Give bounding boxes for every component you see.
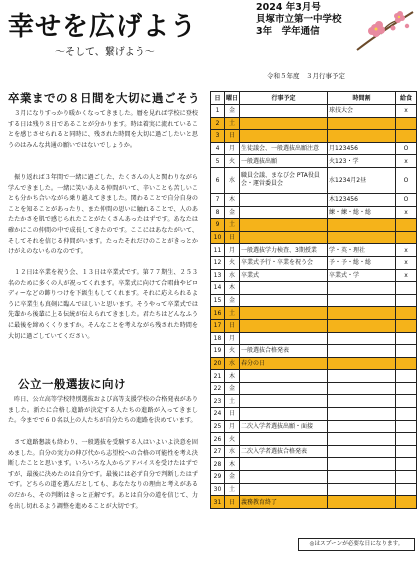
table-row [211,167,417,193]
day-cell: 12 [211,256,225,269]
table-row [211,206,417,219]
table-row [211,117,417,130]
day-cell: 10 [211,231,225,244]
timetable-cell [328,231,396,244]
plum-blossom-illustration [355,6,415,52]
lunch-cell [396,282,417,295]
day-cell: 22 [211,382,225,395]
event-cell [240,219,328,232]
newsletter-title: 幸せを広げよう [8,12,198,42]
section2-title: 公立一般選抜に向け [18,377,126,391]
event-cell [240,319,328,332]
timetable-cell [328,458,396,471]
day-cell: 13 [211,269,225,282]
table-row [211,105,417,118]
lunch-cell [396,219,417,232]
weekday-cell: 土 [225,307,240,320]
day-cell: 15 [211,294,225,307]
lunch-cell [396,357,417,370]
table-row [211,155,417,168]
weekday-cell: 木 [225,458,240,471]
day-cell: 27 [211,445,225,458]
lunch-cell [396,471,417,484]
table-row [211,433,417,446]
schedule-caption: 令和５年度 ３月行事予定 [267,72,345,80]
weekday-cell: 土 [225,219,240,232]
school-name: 貝塚市立第一中学校 [256,14,342,25]
event-cell [240,282,328,295]
header-day: 日 [211,92,225,105]
table-row [211,395,417,408]
day-cell: 21 [211,370,225,383]
grade-label: 3年 学年通信 [256,26,320,37]
weekday-cell: 日 [225,496,240,509]
lunch-cell: x [396,105,417,118]
event-cell [240,433,328,446]
event-cell [240,307,328,320]
weekday-cell: 土 [225,483,240,496]
spoon-note: ◎はスプーンが必要な日になります。 [298,538,415,551]
timetable-cell: 球技大会 [328,105,396,118]
timetable-cell [328,332,396,345]
lunch-cell [396,445,417,458]
table-row [211,319,417,332]
weekday-cell: 月 [225,332,240,345]
lunch-cell [396,483,417,496]
event-cell [240,332,328,345]
event-cell [240,117,328,130]
march-schedule-table [210,91,417,509]
table-row [211,345,417,358]
day-cell: 30 [211,483,225,496]
day-cell: 18 [211,332,225,345]
timetable-cell [328,130,396,143]
newsletter-subtitle: ～そして、繋げよう～ [55,47,155,58]
weekday-cell: 水 [225,167,240,193]
day-cell: 1 [211,105,225,118]
section1-paragraph-2: 振り返れば３年間で一緒に過ごした、たくさんの人と関わりながら学んできました。一緒に笑いあえる仲間がいて、辛いことも苦しいことも分かち合いながら乗り越えてきました。関わることで自分自身のことを知ることがあったり、また仲間の思いに触れることで、人のあたたかさを肌で感じられたことがたくさんあったはずです。あなたは確かにこの仲間の中で成長してきたのです。ここにはあなたがいて、そしてそれを信じる仲間がいます。たったそれだけのことがきっとかけがえのないものなのです。 [8,174,198,256]
lunch-cell: O [396,193,417,206]
day-cell: 8 [211,206,225,219]
lunch-cell: x [396,206,417,219]
lunch-cell [396,294,417,307]
timetable-cell: 水1234月2昼 [328,167,396,193]
table-row [211,332,417,345]
timetable-cell [328,282,396,295]
timetable-cell [328,445,396,458]
timetable-cell [328,395,396,408]
table-row [211,130,417,143]
event-cell: 職員会議、まなび会 PTA役員会・運営委員会 [240,167,328,193]
timetable-cell [328,408,396,421]
table-row [211,269,417,282]
day-cell: 5 [211,155,225,168]
lunch-cell [396,395,417,408]
table-row [211,458,417,471]
day-cell: 25 [211,420,225,433]
lunch-cell [396,345,417,358]
event-cell [240,370,328,383]
table-row [211,445,417,458]
weekday-cell: 金 [225,206,240,219]
weekday-cell: 月 [225,420,240,433]
table-row [211,282,417,295]
timetable-cell: 卒業式・学 [328,269,396,282]
section1-paragraph-3: １２日は卒業を祝う会、１３日は卒業式です。第７７期生、２５３名のために多くの人が祝ってくれます。卒業式に向けて合唱曲やピロディーなどの飾りつけを下級生もしてくれます。それに応えられるように卒業生も真剣に臨んでほしいと思います。そうやって卒業式では先輩から後輩に上る伝統が伝えられてきました。君たちはどんなふうに最後を締めくくりますか。そんなことを考えながら残された時間を大切に過ごしていてください。 [8,269,198,340]
table-row [211,382,417,395]
table-row [211,357,417,370]
weekday-cell: 月 [225,142,240,155]
day-cell: 26 [211,433,225,446]
section1-title: 卒業までの８日間を大切に過ごそう [8,91,200,105]
day-cell: 24 [211,408,225,421]
lunch-cell [396,117,417,130]
event-cell: 春分の日 [240,357,328,370]
weekday-cell: 水 [225,269,240,282]
header-timetable: 時間割 [328,92,396,105]
weekday-cell: 金 [225,294,240,307]
event-cell [240,408,328,421]
event-cell: 一般選抜出願 [240,155,328,168]
event-cell [240,458,328,471]
day-cell: 17 [211,319,225,332]
day-cell: 3 [211,130,225,143]
table-row [211,142,417,155]
timetable-cell [328,370,396,383]
lunch-cell: x [396,256,417,269]
lunch-cell [396,231,417,244]
weekday-cell: 金 [225,471,240,484]
lunch-cell [396,458,417,471]
day-cell: 20 [211,357,225,370]
day-cell: 31 [211,496,225,509]
timetable-cell: 予・予・総・総 [328,256,396,269]
section2-paragraph-2: さて進路懇談も終わり、一般選抜を受験する人はいよいよ決意を固めました。自分の実力の伸び代から志望校への合格の可能性を考え決断したことと思います。いろいろな人からアドバイスを受けたはずですが、最後に決めたのは自分です。最後には必ず自分で判断したはずです。どちらの道を選んだとしても、あなたなりの理由と考えがあるのだから、その判断はきっと正解です。あとは自分の道を信じて、力を出し切れるよう調整を進めることが大切です。 [8,439,198,510]
timetable-cell [328,420,396,433]
event-cell: 二次入学者選抜合格発表 [240,445,328,458]
timetable-cell [328,382,396,395]
table-row [211,294,417,307]
issue-info [256,2,342,38]
timetable-cell [328,471,396,484]
day-cell: 7 [211,193,225,206]
issue-date: 2024 年3月号 [256,2,321,13]
lunch-cell [396,370,417,383]
timetable-cell: 木123456 [328,193,396,206]
weekday-cell: 木 [225,282,240,295]
day-cell: 4 [211,142,225,155]
table-row [211,420,417,433]
event-cell: 一般選抜合格発表 [240,345,328,358]
timetable-cell [328,294,396,307]
weekday-cell: 火 [225,155,240,168]
timetable-cell [328,496,396,509]
weekday-cell: 火 [225,345,240,358]
day-cell: 9 [211,219,225,232]
timetable-cell [328,345,396,358]
weekday-cell: 水 [225,445,240,458]
lunch-cell [396,408,417,421]
day-cell: 6 [211,167,225,193]
table-row [211,244,417,257]
weekday-cell: 金 [225,382,240,395]
table-header-row [211,92,417,105]
table-row [211,370,417,383]
timetable-cell [328,357,396,370]
event-cell: 義務教育終了 [240,496,328,509]
day-cell: 2 [211,117,225,130]
lunch-cell: x [396,269,417,282]
weekday-cell: 日 [225,130,240,143]
timetable-cell [328,483,396,496]
lunch-cell [396,319,417,332]
weekday-cell: 火 [225,256,240,269]
event-cell: 卒業式予行・卒業を祝う会 [240,256,328,269]
timetable-cell [328,117,396,130]
header-event: 行事予定 [240,92,328,105]
event-cell [240,231,328,244]
lunch-cell [396,307,417,320]
weekday-cell: 金 [225,105,240,118]
section2-paragraph-1: 昨日、公立高等学校特別選抜および高等支援学校の合格発表がありました。新たに合格し進路が決定する人たちの進路が入ってきました。今までで６０名以上の人たちが自分たちの進路を決めています。 [8,396,198,425]
lunch-cell [396,382,417,395]
timetable-cell: 火123・学 [328,155,396,168]
day-cell: 16 [211,307,225,320]
timetable-cell: 学・英・理社 [328,244,396,257]
table-row [211,483,417,496]
table-row [211,408,417,421]
day-cell: 28 [211,458,225,471]
day-cell: 29 [211,471,225,484]
event-cell [240,294,328,307]
lunch-cell: x [396,155,417,168]
table-row [211,471,417,484]
weekday-cell: 月 [225,244,240,257]
lunch-cell [396,496,417,509]
weekday-cell: 水 [225,357,240,370]
event-cell [240,483,328,496]
event-cell [240,193,328,206]
lunch-cell: O [396,142,417,155]
day-cell: 14 [211,282,225,295]
lunch-cell: O [396,167,417,193]
day-cell: 23 [211,395,225,408]
header-lunch: 給食 [396,92,417,105]
event-cell: 一般選抜学力検査、3期授業 [240,244,328,257]
header-weekday: 曜日 [225,92,240,105]
event-cell [240,395,328,408]
day-cell: 11 [211,244,225,257]
weekday-cell: 土 [225,117,240,130]
weekday-cell: 火 [225,433,240,446]
table-row [211,307,417,320]
table-row [211,496,417,509]
weekday-cell: 日 [225,319,240,332]
timetable-cell [328,319,396,332]
timetable-cell [328,433,396,446]
table-row [211,256,417,269]
lunch-cell [396,332,417,345]
section1-paragraph-1: ３月になりすっかり暖かくなってきました。暦を見れば学校に登校する日は残り８日であることが分かります。時は着実に流れていることを感じさせられると同時に、残された時間を大切に過ごしたいと思うのはみんな共通の願いではないでしょうか。 [8,110,198,149]
day-cell: 19 [211,345,225,358]
lunch-cell: x [396,244,417,257]
table-row [211,231,417,244]
lunch-cell [396,130,417,143]
timetable-cell: 月123456 [328,142,396,155]
event-cell: 二次入学者選抜出願・面接 [240,420,328,433]
event-cell [240,471,328,484]
event-cell [240,382,328,395]
weekday-cell: 木 [225,370,240,383]
weekday-cell: 土 [225,395,240,408]
weekday-cell: 木 [225,193,240,206]
event-cell [240,206,328,219]
event-cell: 卒業式 [240,269,328,282]
timetable-cell [328,219,396,232]
lunch-cell [396,433,417,446]
weekday-cell: 日 [225,231,240,244]
table-row [211,219,417,232]
event-cell: 生徒議会、一般選抜出願注意 [240,142,328,155]
timetable-cell [328,307,396,320]
lunch-cell [396,420,417,433]
event-cell [240,130,328,143]
event-cell [240,105,328,118]
weekday-cell: 日 [225,408,240,421]
timetable-cell: 練・練・総・総 [328,206,396,219]
table-row [211,193,417,206]
